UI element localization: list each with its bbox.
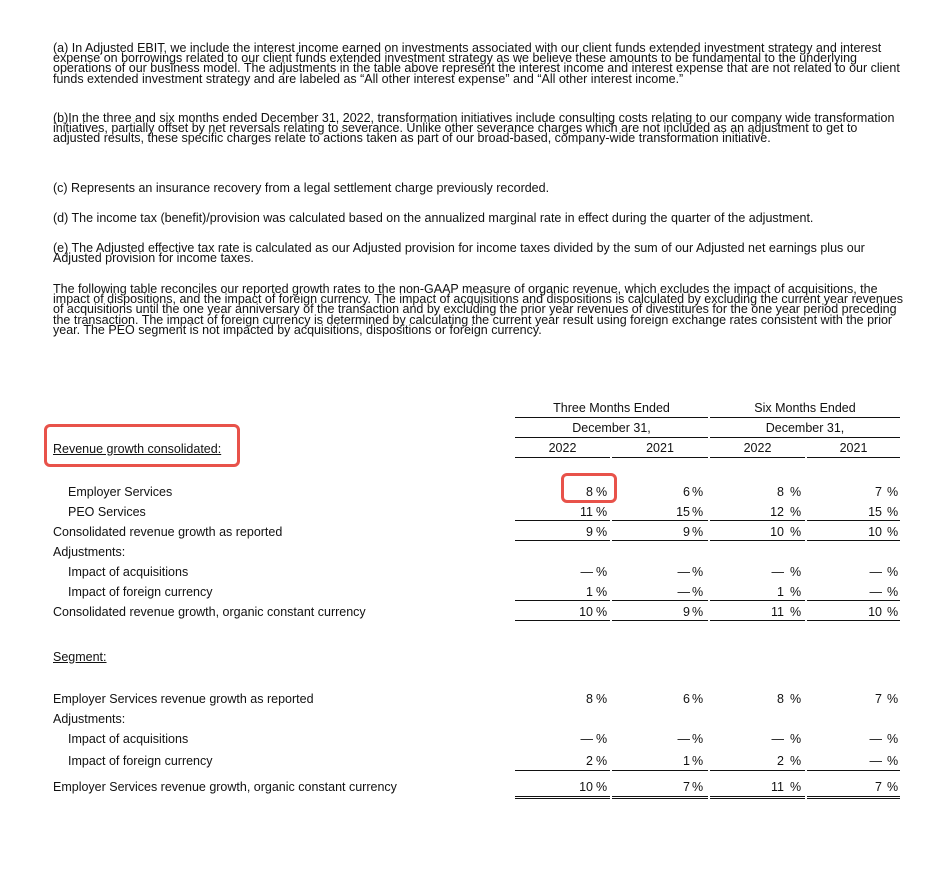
- cell-value: —: [869, 754, 882, 768]
- cell-value: —: [580, 565, 593, 579]
- total-rule: [612, 520, 708, 521]
- total-rule: [710, 600, 805, 601]
- cell-value: 10: [579, 780, 593, 794]
- row-label: Employer Services: [68, 485, 173, 499]
- row-label: Impact of acquisitions: [68, 732, 189, 746]
- total-rule: [807, 620, 900, 621]
- row-label-adjustments: Adjustments:: [53, 545, 126, 559]
- cell-value: 8: [777, 692, 784, 706]
- cell-pct: %: [887, 485, 899, 499]
- cell-value: —: [771, 732, 784, 746]
- row-label: Impact of foreign currency: [68, 585, 213, 599]
- total-rule: [515, 540, 610, 541]
- cell-value: 1: [683, 754, 690, 768]
- cell-pct: %: [887, 505, 899, 519]
- cell-value: —: [869, 565, 882, 579]
- row-label: Impact of foreign currency: [68, 754, 213, 768]
- cell-pct: %: [790, 692, 802, 706]
- cell-pct: %: [692, 692, 704, 706]
- cell-value: 11: [771, 780, 784, 794]
- total-rule: [515, 798, 610, 799]
- cell-pct: %: [790, 585, 802, 599]
- cell-value: 10: [868, 605, 882, 619]
- header-rule: [710, 457, 805, 458]
- section-segment: Segment:: [53, 650, 107, 664]
- total-rule: [612, 540, 708, 541]
- cell-pct: %: [887, 605, 899, 619]
- total-rule: [807, 770, 900, 771]
- cell-value: 11: [580, 505, 593, 519]
- cell-pct: %: [790, 565, 802, 579]
- header-rule: [612, 457, 708, 458]
- header-period-six: December 31,: [765, 421, 845, 435]
- note-e: (e) The Adjusted effective tax rate is calculated as our Adjusted provision for income taxes divided by the sum of our Adjusted net earnings plus our Adjusted provision for income taxes.: [53, 241, 865, 266]
- cell-pct: %: [790, 732, 802, 746]
- cell-pct: %: [790, 485, 802, 499]
- cell-pct: %: [887, 585, 899, 599]
- header-rule: [515, 457, 610, 458]
- reconciliation-intro: The following table reconciles our reported growth rates to the non-GAAP measure of organic revenue, which excludes the impact of acquisitions, the impact of dispositions, and the impact of foreign currency. The impact of acquisitions and dispositions is calculated by excluding the current year revenues of acquisitions until the one year anniversary of the transaction and by excluding the prior year revenues of divestitures for the one year period preceding the transaction. The impact of foreign currency is determined by calculating the current year result using foreign exchange rates consistent with the prior year. The PEO segment is not impacted by acquisitions, dispositions or foreign currency.: [53, 282, 903, 337]
- cell-pct: %: [596, 485, 608, 499]
- cell-pct: %: [692, 565, 704, 579]
- cell-pct: %: [790, 505, 802, 519]
- total-rule: [807, 796, 900, 797]
- cell-value: —: [771, 565, 784, 579]
- cell-value: 7: [875, 692, 882, 706]
- cell-value: —: [677, 732, 690, 746]
- cell-value: 15: [868, 505, 882, 519]
- cell-value: 6: [683, 485, 690, 499]
- total-rule: [710, 520, 805, 521]
- cell-value: 1: [777, 585, 784, 599]
- header-rule: [710, 417, 900, 418]
- header-year-2022-three: 2022: [548, 441, 577, 455]
- cell-pct: %: [692, 732, 704, 746]
- cell-value: 11: [771, 605, 784, 619]
- section-revenue-growth-consolidated: Revenue growth consolidated:: [53, 442, 222, 456]
- cell-value: 10: [770, 525, 784, 539]
- header-rule: [710, 437, 900, 438]
- cell-value: 10: [579, 605, 593, 619]
- cell-value: 2: [777, 754, 784, 768]
- header-year-2022-six: 2022: [743, 441, 772, 455]
- cell-value: —: [580, 732, 593, 746]
- cell-pct: %: [790, 780, 802, 794]
- total-rule: [710, 620, 805, 621]
- cell-value: —: [869, 585, 882, 599]
- cell-pct: %: [596, 605, 608, 619]
- cell-pct: %: [692, 485, 704, 499]
- note-c: (c) Represents an insurance recovery from a legal settlement charge previously recorded.: [53, 181, 550, 195]
- cell-pct: %: [887, 780, 899, 794]
- cell-value: 8: [586, 692, 593, 706]
- total-rule: [515, 520, 610, 521]
- total-rule: [515, 620, 610, 621]
- row-label: Consolidated revenue growth, organic constant currency: [53, 605, 366, 619]
- cell-value: 9: [683, 605, 690, 619]
- total-rule: [612, 770, 708, 771]
- header-rule: [807, 457, 900, 458]
- cell-value: 9: [586, 525, 593, 539]
- cell-pct: %: [692, 780, 704, 794]
- cell-value: 6: [683, 692, 690, 706]
- cell-value: —: [677, 565, 690, 579]
- cell-pct: %: [887, 732, 899, 746]
- total-rule: [807, 520, 900, 521]
- note-d: (d) The income tax (benefit)/provision was calculated based on the annualized marginal rate in effect during the quarter of the adjustment.: [53, 211, 814, 225]
- cell-pct: %: [887, 692, 899, 706]
- cell-pct: %: [596, 754, 608, 768]
- cell-pct: %: [596, 585, 608, 599]
- cell-value: —: [677, 585, 690, 599]
- cell-pct: %: [790, 525, 802, 539]
- note-b: (b)In the three and six months ended December 31, 2022, transformation initiatives include consulting costs relating to our company wide transformation initiatives, partially offset by net reversals relating to severance. Unlike other severance charges which are not included as an adjustment to get to adjusted results, these specific charges relate to actions taken as part of our broad-based, company-wide transformation initiative.: [53, 111, 895, 146]
- header-six-months: Six Months Ended: [754, 401, 856, 415]
- total-rule: [710, 770, 805, 771]
- cell-pct: %: [692, 605, 704, 619]
- row-label: Employer Services revenue growth, organic constant currency: [53, 780, 397, 794]
- cell-value: —: [869, 732, 882, 746]
- total-rule: [807, 798, 900, 799]
- cell-pct: %: [596, 565, 608, 579]
- row-label: PEO Services: [68, 505, 146, 519]
- header-rule: [515, 437, 708, 438]
- cell-value: 7: [683, 780, 690, 794]
- cell-value: 15: [676, 505, 690, 519]
- row-label: Impact of acquisitions: [68, 565, 189, 579]
- total-rule: [612, 796, 708, 797]
- cell-value: 9: [683, 525, 690, 539]
- cell-pct: %: [692, 754, 704, 768]
- header-three-months: Three Months Ended: [553, 401, 670, 415]
- cell-value: 8: [777, 485, 784, 499]
- total-rule: [612, 620, 708, 621]
- cell-value: 10: [868, 525, 882, 539]
- total-rule: [710, 798, 805, 799]
- header-year-2021-three: 2021: [646, 441, 674, 455]
- total-rule: [515, 796, 610, 797]
- cell-value: 12: [770, 505, 784, 519]
- highlight-box-section-label: [44, 424, 240, 467]
- cell-pct: %: [692, 585, 704, 599]
- cell-value: 2: [586, 754, 593, 768]
- total-rule: [515, 770, 610, 771]
- cell-pct: %: [596, 505, 608, 519]
- cell-pct: %: [790, 754, 802, 768]
- cell-pct: %: [887, 754, 899, 768]
- header-period-three: December 31,: [572, 421, 651, 435]
- cell-value: 7: [875, 780, 882, 794]
- row-label: Consolidated revenue growth as reported: [53, 525, 283, 539]
- cell-pct: %: [692, 525, 704, 539]
- total-rule: [807, 540, 900, 541]
- total-rule: [710, 796, 805, 797]
- cell-value: 1: [586, 585, 593, 599]
- row-label-adjustments: Adjustments:: [53, 712, 126, 726]
- total-rule: [612, 798, 708, 799]
- total-rule: [515, 600, 610, 601]
- row-label: Employer Services revenue growth as reported: [53, 692, 314, 706]
- note-a: (a) In Adjusted EBIT, we include the interest income earned on investments associated with our client funds extended investment strategy and interest expense on borrowings related to our client funds extended investment strategy as we believe these amounts to be fundamental to the underlying operations of our business model. The adjustments in the table above represent the interest income and interest expense that are not related to our client funds extended investment strategy and are labeled as “All other interest expense” and “All other interest income.”: [53, 41, 900, 86]
- header-year-2021-six: 2021: [839, 441, 868, 455]
- cell-value: 8: [586, 485, 593, 499]
- highlight-box-employer-services-2022: [561, 473, 617, 503]
- cell-pct: %: [790, 605, 802, 619]
- header-rule: [515, 417, 708, 418]
- total-rule: [710, 540, 805, 541]
- total-rule: [807, 600, 900, 601]
- cell-pct: %: [596, 732, 608, 746]
- cell-pct: %: [887, 565, 899, 579]
- total-rule: [612, 600, 708, 601]
- cell-pct: %: [596, 525, 608, 539]
- cell-pct: %: [596, 780, 608, 794]
- cell-value: 7: [875, 485, 882, 499]
- cell-pct: %: [692, 505, 704, 519]
- cell-pct: %: [887, 525, 899, 539]
- cell-pct: %: [596, 692, 608, 706]
